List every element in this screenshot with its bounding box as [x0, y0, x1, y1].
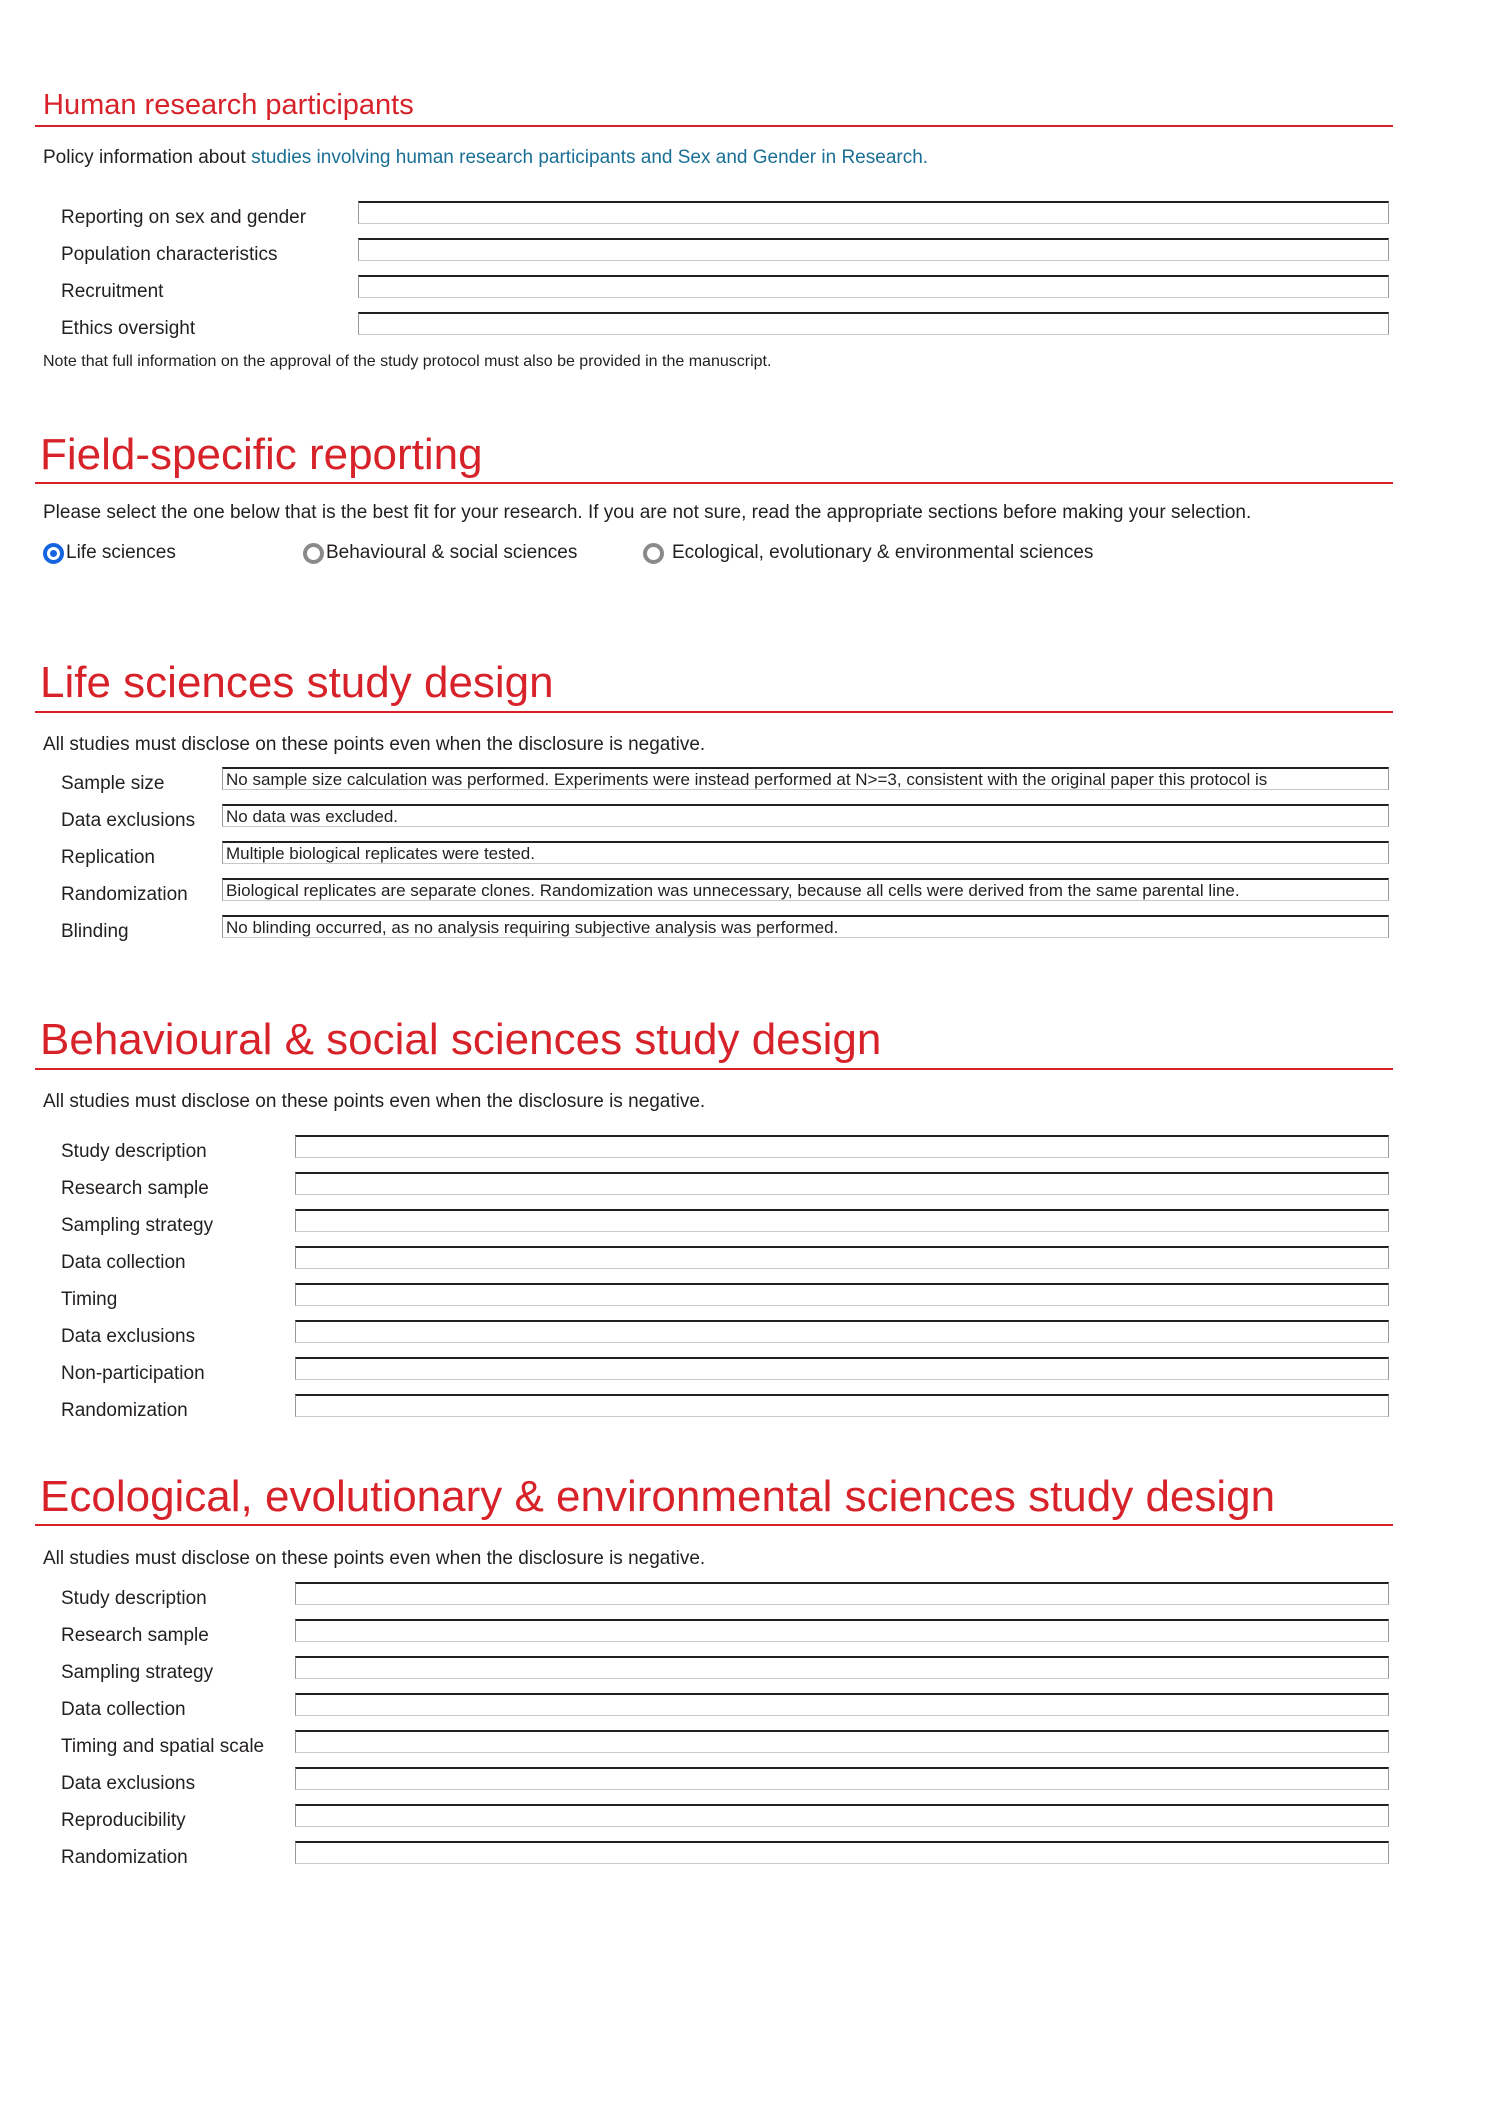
field-label: Sample size [61, 773, 165, 794]
field-label: Sampling strategy [61, 1662, 214, 1683]
ecological-heading: Ecological, evolutionary & environmental sciences study design [40, 1472, 1276, 1521]
data-collection-input[interactable] [295, 1246, 1389, 1269]
section-divider [35, 711, 1393, 713]
behavioural-heading: Behavioural & social sciences study design [40, 1015, 882, 1064]
field-label: Population characteristics [61, 244, 278, 265]
field-label: Data exclusions [61, 1326, 196, 1347]
field-label: Recruitment [61, 281, 164, 302]
disclosure-intro: All studies must disclose on these points even when the disclosure is negative. [43, 1548, 706, 1569]
study-description-input[interactable] [295, 1135, 1389, 1158]
field-specific-heading: Field-specific reporting [40, 430, 483, 479]
policy-link[interactable]: studies involving human research participants and Sex and Gender in Research. [251, 147, 929, 168]
population-characteristics-input[interactable] [358, 238, 1389, 261]
radio-label: Life sciences [66, 542, 176, 563]
ethics-oversight-input[interactable] [358, 312, 1389, 335]
human-participants-heading: Human research participants [43, 89, 414, 121]
data-exclusions-input[interactable]: No data was excluded. [222, 804, 1389, 827]
radio-life-sciences[interactable] [43, 542, 176, 564]
field-label: Blinding [61, 921, 129, 942]
data-collection-input[interactable] [295, 1693, 1389, 1716]
field-label: Non-participation [61, 1363, 205, 1384]
randomization-input[interactable] [295, 1841, 1389, 1864]
ethics-note: Note that full information on the approval of the study protocol must also be provided in the manuscript. [43, 353, 772, 370]
field-label: Replication [61, 847, 155, 868]
section-divider [35, 482, 1393, 484]
radio-label: Behavioural & social sciences [326, 542, 578, 563]
field-label: Research sample [61, 1625, 209, 1646]
field-label: Randomization [61, 1400, 188, 1421]
field-label: Randomization [61, 884, 188, 905]
sampling-strategy-input[interactable] [295, 1209, 1389, 1232]
radio-ecological-sciences[interactable] [643, 542, 1093, 564]
field-label: Timing [61, 1289, 118, 1310]
timing-spatial-scale-input[interactable] [295, 1730, 1389, 1753]
field-instruction: Please select the one below that is the best fit for your research. If you are not sure, read the appropriate sections before making your selection. [43, 502, 1252, 523]
field-label: Ethics oversight [61, 318, 196, 339]
life-sciences-heading: Life sciences study design [40, 658, 554, 707]
radio-selected-icon [43, 543, 64, 564]
radio-label: Ecological, evolutionary & environmental sciences [672, 542, 1094, 563]
replication-input[interactable]: Multiple biological replicates were tested. [222, 841, 1389, 864]
disclosure-intro: All studies must disclose on these points even when the disclosure is negative. [43, 1091, 706, 1112]
study-description-input[interactable] [295, 1582, 1389, 1605]
field-label: Reporting on sex and gender [61, 207, 307, 228]
research-sample-input[interactable] [295, 1619, 1389, 1642]
sampling-strategy-input[interactable] [295, 1656, 1389, 1679]
blinding-input[interactable]: No blinding occurred, as no analysis requiring subjective analysis was performed. [222, 915, 1389, 938]
field-label: Data collection [61, 1699, 186, 1720]
field-label: Study description [61, 1588, 207, 1609]
radio-unselected-icon [643, 543, 664, 564]
field-label: Data exclusions [61, 1773, 196, 1794]
section-divider [35, 1524, 1393, 1526]
timing-input[interactable] [295, 1283, 1389, 1306]
radio-behavioural-social-sciences[interactable] [303, 542, 577, 564]
policy-prefix: Policy information about [43, 147, 252, 168]
field-label: Randomization [61, 1847, 188, 1868]
field-label: Timing and spatial scale [61, 1736, 265, 1757]
policy-text [43, 148, 928, 167]
data-exclusions-input[interactable] [295, 1320, 1389, 1343]
field-label: Sampling strategy [61, 1215, 214, 1236]
section-divider [35, 1068, 1393, 1070]
section-divider [35, 125, 1393, 127]
reproducibility-input[interactable] [295, 1804, 1389, 1827]
field-label: Data collection [61, 1252, 186, 1273]
sex-gender-reporting-input[interactable] [358, 201, 1389, 224]
field-label: Research sample [61, 1178, 209, 1199]
recruitment-input[interactable] [358, 275, 1389, 298]
non-participation-input[interactable] [295, 1357, 1389, 1380]
randomization-input[interactable]: Biological replicates are separate clones. Randomization was unnecessary, because all cells were derived from the same parental line. [222, 878, 1389, 901]
radio-unselected-icon [303, 543, 324, 564]
field-label: Study description [61, 1141, 207, 1162]
randomization-input[interactable] [295, 1394, 1389, 1417]
field-label: Reproducibility [61, 1810, 186, 1831]
data-exclusions-input[interactable] [295, 1767, 1389, 1790]
disclosure-intro: All studies must disclose on these points even when the disclosure is negative. [43, 734, 706, 755]
sample-size-input[interactable]: No sample size calculation was performed. Experiments were instead performed at N>=3, consistent with the original paper this protocol is [222, 767, 1389, 790]
field-label: Data exclusions [61, 810, 196, 831]
research-sample-input[interactable] [295, 1172, 1389, 1195]
